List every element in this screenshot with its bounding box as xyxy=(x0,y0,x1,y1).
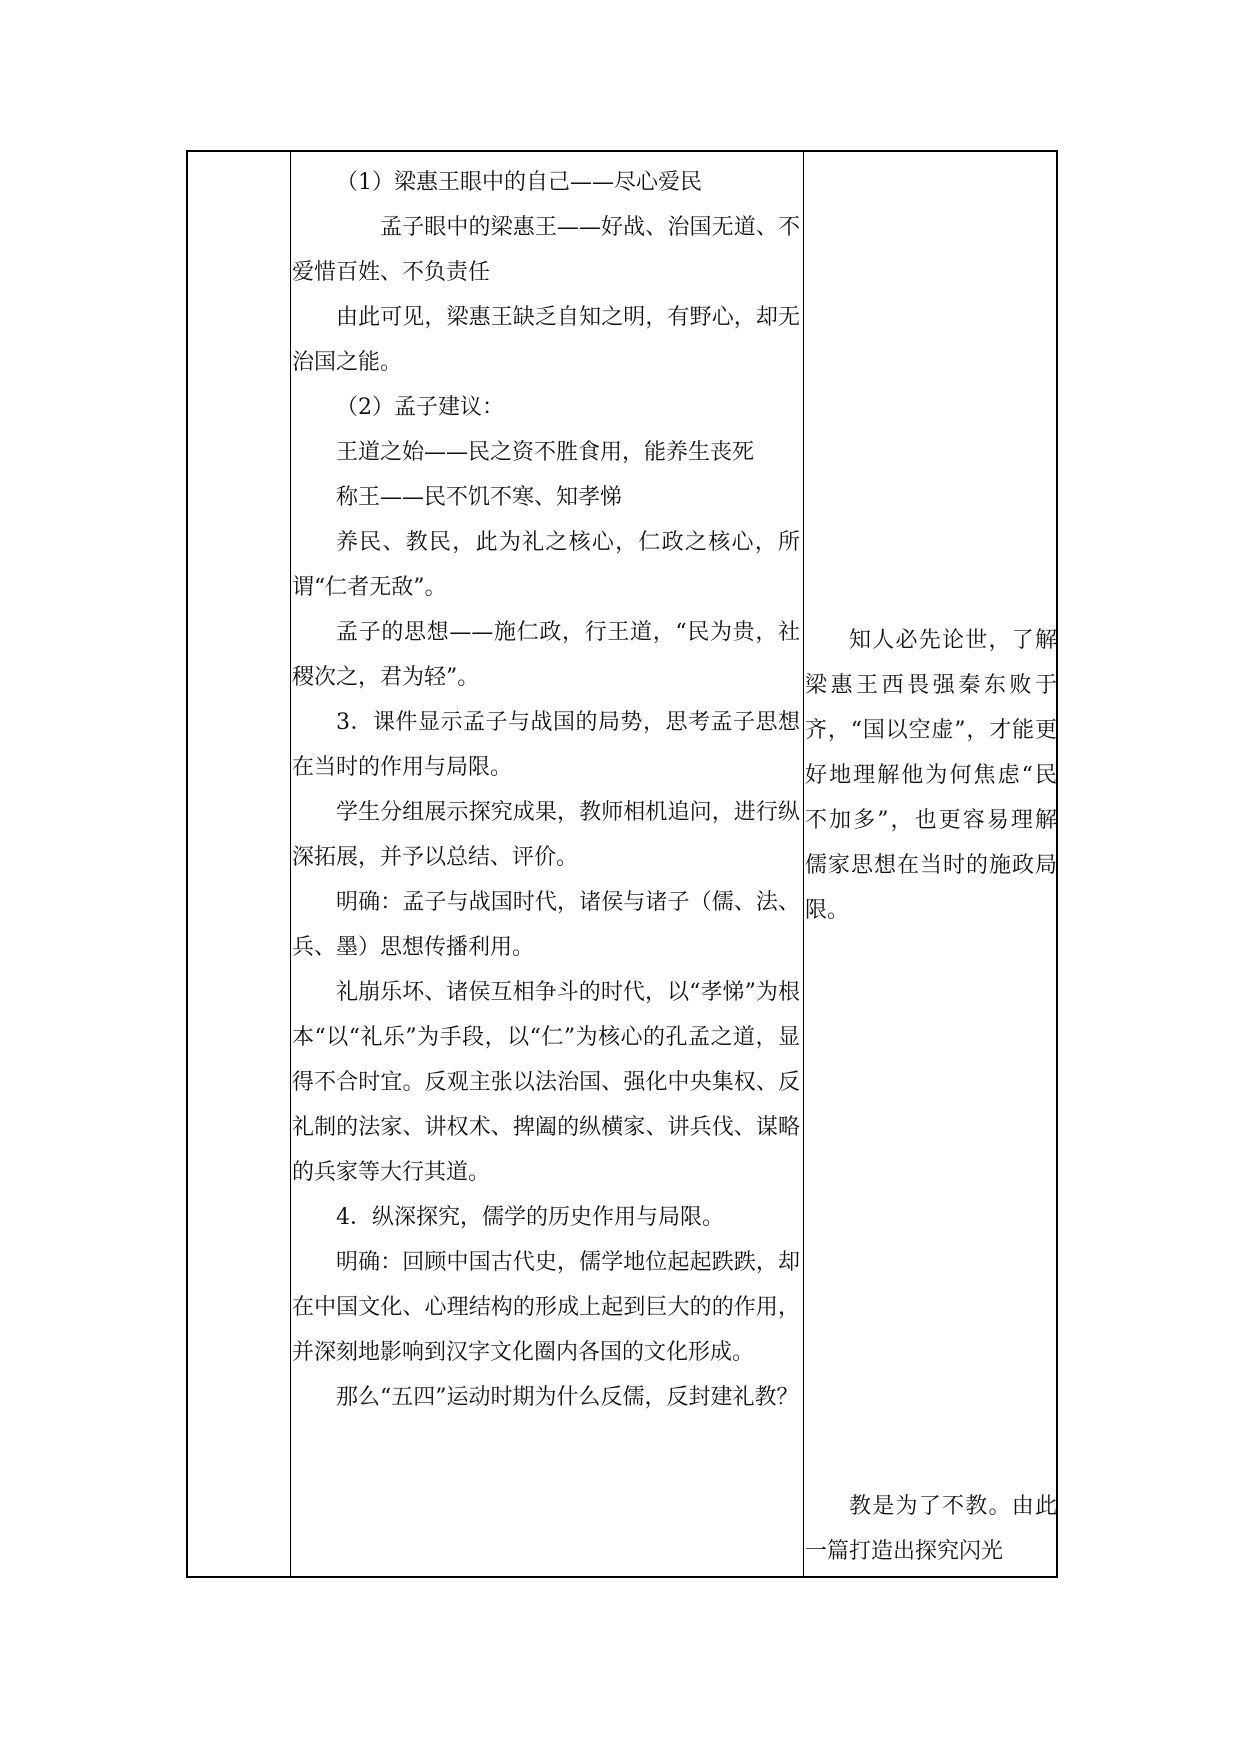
content-paragraph-11: 明确：孟子与战国时代，诸侯与诸子（儒、法、兵、墨）思想传播利用。 xyxy=(292,890,800,960)
side-note-1: 知人必先论世，了解梁惠王西畏强秦东败于齐，“国以空虚”，才能更好地理解他为何焦虑“民不加多”，也更容易理解儒家思想在当时的施政局限。 xyxy=(805,628,1057,923)
content-paragraph-7: 养民、教民，此为礼之核心，仁政之核心，所谓“仁者无敌”。 xyxy=(292,530,800,600)
content-paragraph-1: （1）梁惠王眼中的自己——尽心爱民 xyxy=(336,170,702,195)
content-paragraph-15: 那么“五四”运动时期为什么反儒，反封建礼教？ xyxy=(336,1385,799,1410)
content-paragraph-3: 由此可见，梁惠王缺乏自知之明，有野心，却无治国之能。 xyxy=(292,305,800,375)
content-paragraph-8: 孟子的思想——施仁政，行王道，“民为贵，社稷次之，君为轻”。 xyxy=(292,620,800,690)
teaching-content-column xyxy=(292,160,800,1420)
column-divider-right xyxy=(803,152,804,1576)
content-paragraph-12: 礼崩乐坏、诸侯互相争斗的时代，以“孝悌”为根本“以“礼乐”为手段，以“仁”为核心的孔孟之道，显得不合时宜。反观主张以法治国、强化中央集权、反礼制的法家、讲权术、捭阖的纵横家、讲兵伐、谋略的兵家等大行其道。 xyxy=(292,980,800,1185)
lesson-plan-table xyxy=(186,150,1058,1578)
design-intent-column-note-1 xyxy=(805,618,1057,933)
content-paragraph-9: 3．课件显示孟子与战国的局势，思考孟子思想在当时的作用与局限。 xyxy=(292,710,800,780)
content-paragraph-2: 孟子眼中的梁惠王——好战、治国无道、不爱惜百姓、不负责任 xyxy=(292,215,800,285)
content-paragraph-6: 称王——民不饥不寒、知孝悌 xyxy=(336,485,623,510)
content-paragraph-4: （2）孟子建议： xyxy=(336,395,504,420)
content-paragraph-14: 明确：回顾中国古代史，儒学地位起起跌跌，却在中国文化、心理结构的形成上起到巨大的的作用，并深刻地影响到汉字文化圈内各国的文化形成。 xyxy=(292,1250,800,1365)
content-paragraph-13: 4．纵深探究，儒学的历史作用与局限。 xyxy=(336,1205,724,1230)
side-note-2: 教是为了不教。由此一篇打造出探究闪光 xyxy=(805,1494,1057,1564)
column-divider-left xyxy=(290,152,291,1576)
design-intent-column-note-2 xyxy=(805,1484,1057,1574)
content-paragraph-10: 学生分组展示探究成果，教师相机追问，进行纵深拓展，并予以总结、评价。 xyxy=(292,800,800,870)
content-paragraph-5: 王道之始——民之资不胜食用，能养生丧死 xyxy=(336,440,755,465)
